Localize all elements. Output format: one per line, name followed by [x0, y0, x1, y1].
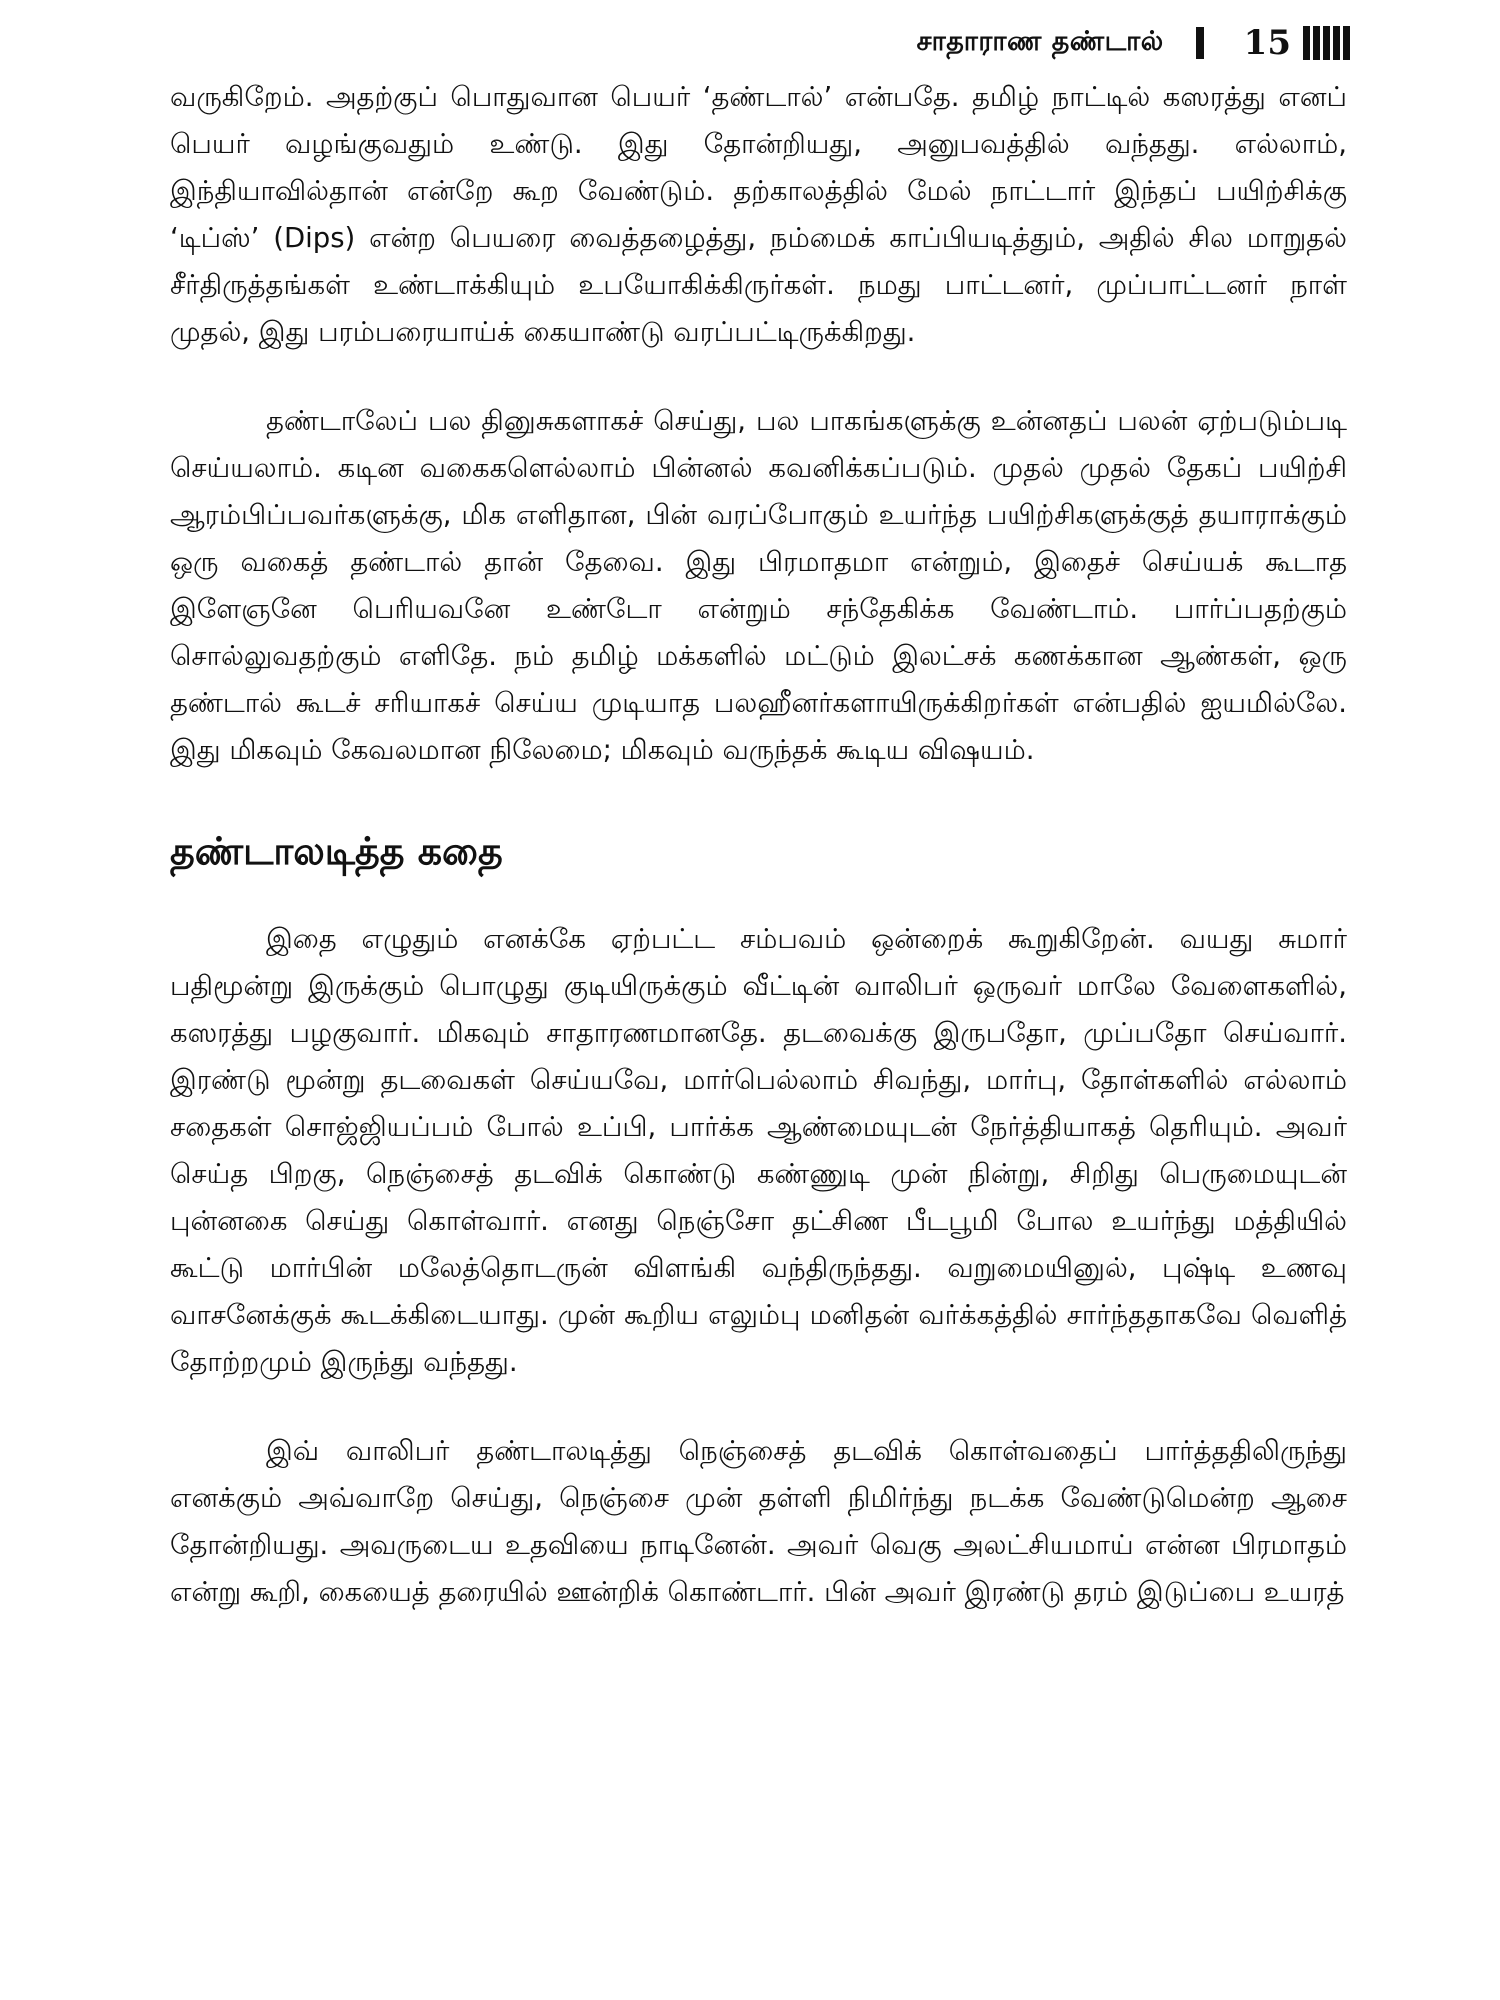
header-divider-bar: [1196, 27, 1204, 59]
paragraph-gap: [170, 356, 1347, 398]
paragraph-3: இதை எழுதும் எனக்கே ஏற்பட்ட சம்பவம் ஒன்றைக் கூறுகிறேன். வயது சுமார் பதிமூன்று இருக்கும் பொழுது குடியிருக்கும் வீட்டின் வாலிபர் ஒருவர் மாலே வேளைகளில், கஸரத்து பழகுவார். மிகவும் சாதாரணமானதே. தடவைக்கு இருபதோ, முப்பதோ செய்வார். இரண்டு மூன்று தடவைகள் செய்யவே, மார்பெல்லாம் சிவந்து, மார்பு, தோள்களில் எல்லாம் சதைகள் சொஜ்ஜியப்பம் போல் உப்பி, பார்க்க ஆண்மையுடன் நேர்த்தியாகத் தெரியும். அவர் செய்த பிறகு, நெஞ்சைத் தடவிக் கொண்டு கண்ணுடி முன் நின்று, சிறிது பெருமையுடன் புன்னகை செய்து கொள்வார். எனது நெஞ்சோ தட்சிண பீடபூமி போல உயர்ந்து மத்தியில் கூட்டு மார்பின் மலேத்தொடருன் விளங்கி வந்திருந்தது. வறுமையினுல், புஷ்டி உணவு வாசனேக்குக் கூடக்கிடையாது. முன் கூறிய எலும்பு மனிதன் வர்க்கத்தில் சார்ந்ததாகவே வெளித் தோற்றமும் இருந்து வந்தது.: [170, 923, 1347, 1378]
stripe: [1323, 26, 1330, 60]
paragraph-2: தண்டாலேப் பல தினுசுகளாகச் செய்து, பல பாகங்களுக்கு உன்னதப் பலன் ஏற்படும்படி செய்யலாம். கடின வகைகளெல்லாம் பின்னல் கவனிக்கப்படும். முதல் முதல் தேகப் பயிற்சி ஆரம்பிப்பவர்களுக்கு, மிக எளிதான, பின் வரப்போகும் உயர்ந்த பயிற்சிகளுக்குத் தயாராக்கும் ஒரு வகைத் தண்டால் தான் தேவை. இது பிரமாதமா என்றும், இதைச் செய்யக் கூடாத இளேஞனே பெரியவனே உண்டோ என்றும் சந்தேகிக்க வேண்டாம். பார்ப்பதற்கும் சொல்லுவதற்கும் எளிதே. நம் தமிழ் மக்களில் மட்டும் இலட்சக் கணக்கான ஆண்கள், ஒரு தண்டால் கூடச் சரியாகச் செய்ய முடியாத பலஹீனர்களாயிருக்கிறர்கள் என்பதில் ஐயமில்லே. இது மிகவும் கேவலமான நிலேமை; மிகவும் வருந்தக் கூடிய விஷயம்.: [170, 405, 1347, 766]
paragraph-gap: [170, 1386, 1347, 1428]
page-body: [170, 74, 1347, 1616]
page-number: 15: [1243, 23, 1291, 63]
stripe: [1333, 26, 1340, 60]
stripe: [1313, 26, 1320, 60]
paragraph-1: வருகிறேம். அதற்குப் பொதுவான பெயர் ‘தண்டால்’ என்பதே. தமிழ் நாட்டில் கஸரத்து எனப் பெயர் வழங்குவதும் உண்டு. இது தோன்றியது, அனுபவத்தில் வந்தது. எல்லாம், இந்தியாவில்தான் என்றே கூற வேண்டும். தற்காலத்தில் மேல் நாட்டார் இந்தப் பயிற்சிக்கு ‘டிப்ஸ்’ (Dips) என்ற பெயரை வைத்தழைத்து, நம்மைக் காப்பியடித்தும், அதில் சில மாறுதல் சீர்திருத்தங்கள் உண்டாக்கியும் உபயோகிக்கிருர்கள். நமது பாட்டனர், முப்பாட்டனர் நாள் முதல், இது பரம்பரையாய்க் கையாண்டு வரப்பட்டிருக்கிறது.: [170, 81, 1347, 348]
paragraph-4: இவ் வாலிபர் தண்டாலடித்து நெஞ்சைத் தடவிக் கொள்வதைப் பார்த்ததிலிருந்து எனக்கும் அவ்வாறே செய்து, நெஞ்சை முன் தள்ளி நிமிர்ந்து நடக்க வேண்டுமென்ற ஆசை தோன்றியது. அவருடைய உதவியை நாடினேன். அவர் வெகு அலட்சியமாய் என்ன பிரமாதம் என்று கூறி, கையைத் தரையில் ஊன்றிக் கொண்டார். பின் அவர் இரண்டு தரம் இடுப்பை உயரத்: [170, 1435, 1348, 1608]
stripe: [1343, 26, 1350, 60]
stripe: [1303, 26, 1310, 60]
page-header: [917, 18, 1350, 68]
running-title: சாதாராண தண்டால்: [916, 25, 1164, 57]
page-number-stripes: [1303, 26, 1350, 60]
section-heading: தண்டாலடித்த கதை: [170, 829, 503, 873]
